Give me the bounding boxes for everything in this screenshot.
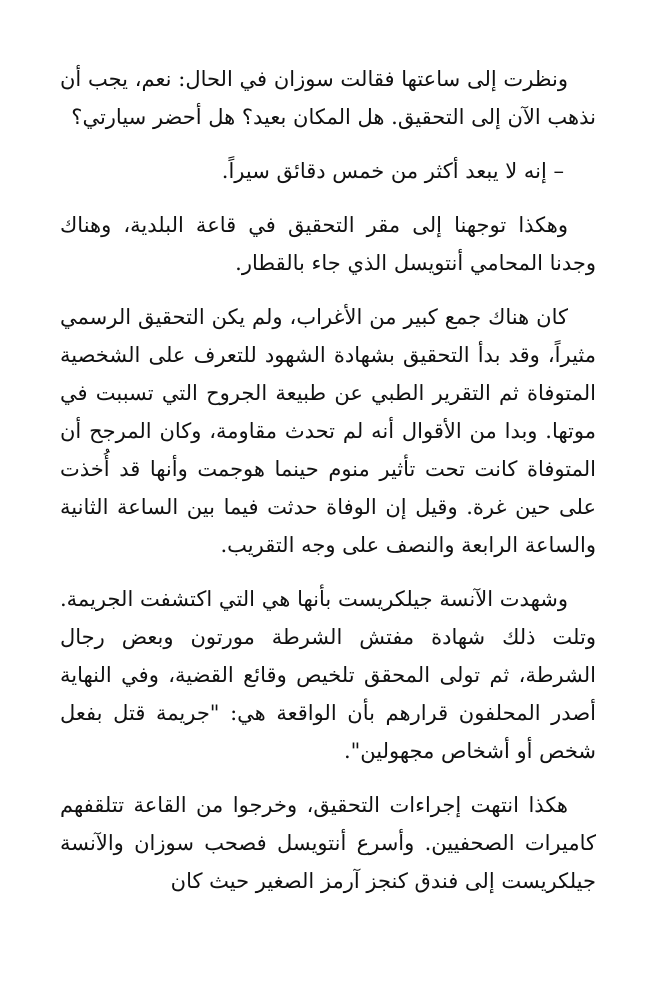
paragraph-dialogue-reply: – إنه لا يبعد أكثر من خمس دقائق سيراً. (221, 159, 564, 183)
paragraph-susan-watch: ونظرت إلى ساعتها فقالت سوزان في الحال: نعم، يجب أن نذهب الآن إلى التحقيق. هل المكان بعيد؟ هل أحضر سيارتي؟ (60, 67, 596, 129)
paragraph-inquest-end: هكذا انتهت إجراءات التحقيق، وخرجوا من القاعة تتلقفهم كاميرات الصحفيين. وأسرع أنتويسل فصحب سوزان والآنسة جيلكريست إلى فندق كنجز آرمز الصغير حيث كان (60, 793, 596, 893)
paragraph-testimony-verdict: وشهدت الآنسة جيلكريست بأنها هي التي اكتشفت الجريمة. وتلت ذلك شهادة مفتش الشرطة مورتون وبعض رجال الشرطة، ثم تولى المحقق تلخيص وقائع القضية، وفي النهاية أصدر المحلفون قرارهم بأن الواقعة هي: "جريمة قتل بفعل شخص أو أشخاص مجهولين". (60, 587, 596, 763)
paragraph-town-hall: وهكذا توجهنا إلى مقر التحقيق في قاعة البلدية، وهناك وجدنا المحامي أنتويسل الذي جاء بالقطار. (60, 213, 596, 275)
paragraph-inquest-details: كان هناك جمع كبير من الأغراب، ولم يكن التحقيق الرسمي مثيراً، وقد بدأ التحقيق بشهادة الشهود للتعرف على الشخصية المتوفاة ثم التقرير الطبي عن طبيعة الجروح التي تسببت في موتها. وبدا من الأقوال أنه لم تحدث مقاومة، وكان المرجح أن المتوفاة كانت تحت تأثير منوم حينما هوجمت وأنها قد أُخذت على حين غرة. وقيل إن الوفاة حدثت فيما بين الساعة الثانية والساعة الرابعة والنصف على وجه التقريب. (60, 305, 596, 557)
book-page (60, 60, 596, 916)
